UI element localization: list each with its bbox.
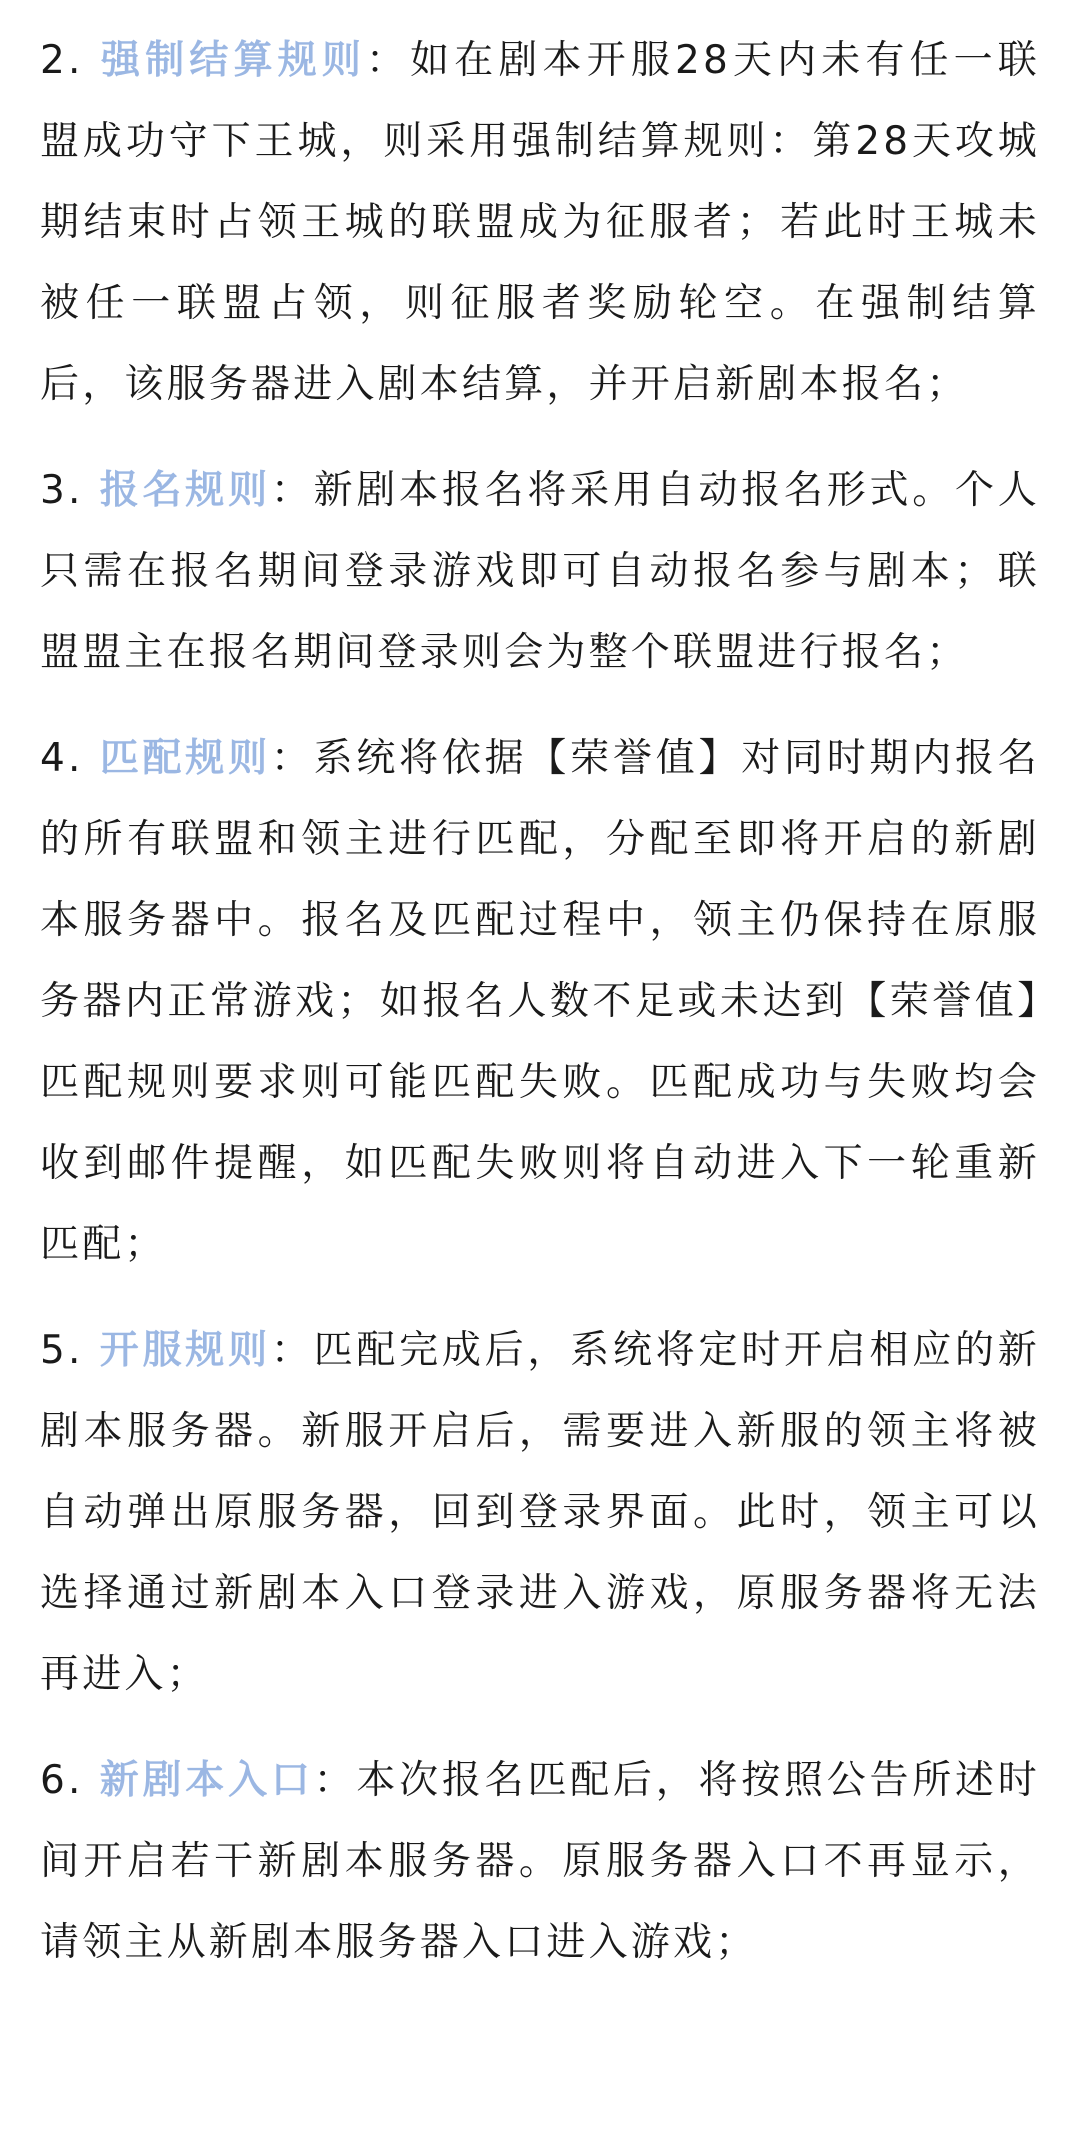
rule-keyword: 强制结算规则 xyxy=(101,38,366,83)
rule-3 xyxy=(40,450,1040,693)
rule-keyword: 开服规则 xyxy=(99,1328,271,1373)
rule-number: 2. xyxy=(40,38,102,83)
rule-text: ：新剧本报名将采用自动报名形式。个人只需在报名期间登录游戏即可自动报名参与剧本；联盟盟主在报名期间登录则会为整个联盟进行报名； xyxy=(40,468,1040,675)
rule-number: 3. xyxy=(40,468,100,513)
rule-4 xyxy=(40,718,1040,1285)
rule-keyword: 报名规则 xyxy=(99,468,271,513)
rule-keyword: 新剧本入口 xyxy=(99,1758,314,1803)
rule-6 xyxy=(40,1740,1040,1983)
rule-text: ：匹配完成后，系统将定时开启相应的新剧本服务器。新服开启后，需要进入新服的领主将被自动弹出原服务器，回到登录界面。此时，领主可以选择通过新剧本入口登录进入游戏，原服务器将无法再进入； xyxy=(40,1328,1040,1697)
rule-number: 5. xyxy=(40,1328,100,1373)
rules-article xyxy=(40,20,1040,2008)
rule-2 xyxy=(40,20,1040,425)
rule-text: ：如在剧本开服28天内未有任一联盟成功守下王城，则采用强制结算规则：第28天攻城期结束时占领王城的联盟成为征服者；若此时王城未被任一联盟占领，则征服者奖励轮空。在强制结算后，该服务器进入剧本结算，并开启新剧本报名； xyxy=(40,38,1040,407)
rule-keyword: 匹配规则 xyxy=(99,736,271,781)
rule-number: 4. xyxy=(40,736,100,781)
rule-text: ：本次报名匹配后，将按照公告所述时间开启若干新剧本服务器。原服务器入口不再显示，请领主从新剧本服务器入口进入游戏； xyxy=(40,1758,1040,1965)
rule-number: 6. xyxy=(40,1758,100,1803)
rule-5 xyxy=(40,1310,1040,1715)
rule-text: ：系统将依据【荣誉值】对同时期内报名的所有联盟和领主进行匹配，分配至即将开启的新剧本服务器中。报名及匹配过程中，领主仍保持在原服务器内正常游戏；如报名人数不足或未达到【荣誉值】匹配规则要求则可能匹配失败。匹配成功与失败均会收到邮件提醒，如匹配失败则将自动进入下一轮重新匹配； xyxy=(40,736,1040,1267)
